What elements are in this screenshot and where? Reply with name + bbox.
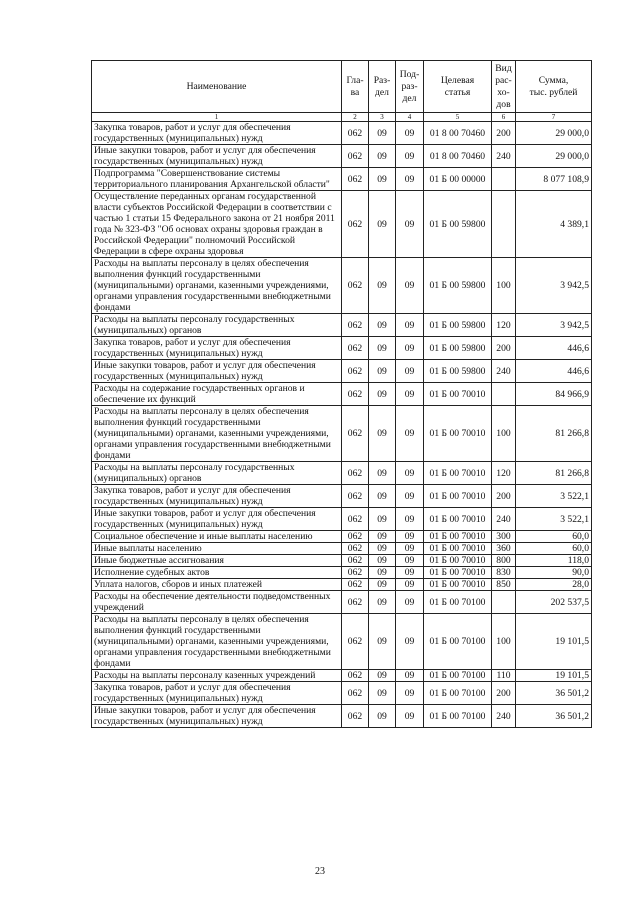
cell-name: Закупка товаров, работ и услуг для обеспечения государственных (муниципальных) нужд [92,485,342,508]
cell-vid: 240 [492,145,516,168]
cell-glava: 062 [342,591,369,614]
cell-podrazdel: 09 [396,314,424,337]
cell-podrazdel: 09 [396,531,424,543]
cell-glava: 062 [342,508,369,531]
column-number: 7 [516,113,592,122]
header-razdel-text: Раз- дел [373,74,391,98]
cell-vid: 200 [492,485,516,508]
cell-celevaya: 01 Б 00 70010 [424,383,492,406]
cell-glava: 062 [342,670,369,682]
header-podrazdel [396,61,424,113]
header-vid-text: Вид рас- хо- дов [495,62,512,110]
cell-celevaya: 01 Б 00 59800 [424,314,492,337]
cell-razdel: 09 [369,543,396,555]
cell-celevaya: 01 Б 00 70010 [424,406,492,462]
cell-podrazdel: 09 [396,383,424,406]
header-vid [492,61,516,113]
cell-razdel: 09 [369,670,396,682]
cell-name: Иные закупки товаров, работ и услуг для обеспечения государственных (муниципальных) нужд [92,360,342,383]
cell-summa: 446,6 [516,337,592,360]
cell-podrazdel: 09 [396,705,424,728]
table-row [92,337,592,360]
cell-glava: 062 [342,145,369,168]
cell-celevaya: 01 Б 00 70100 [424,705,492,728]
cell-podrazdel: 09 [396,485,424,508]
cell-summa: 3 522,1 [516,508,592,531]
cell-glava: 062 [342,462,369,485]
cell-podrazdel: 09 [396,337,424,360]
cell-vid: 200 [492,122,516,145]
table-row [92,485,592,508]
header-summa-text: Сумма, тыс. рублей [529,74,578,98]
cell-razdel: 09 [369,258,396,314]
cell-podrazdel: 09 [396,406,424,462]
cell-name: Расходы на выплаты персоналу в целях обеспечения выполнения функций государственными (муниципальными) органами, казенными учреждениями, органами управления государственными внебюджетными фондами [92,406,342,462]
cell-vid [492,191,516,258]
cell-vid: 120 [492,314,516,337]
cell-podrazdel: 09 [396,145,424,168]
cell-summa: 81 266,8 [516,406,592,462]
cell-vid: 100 [492,258,516,314]
cell-celevaya: 01 Б 00 70010 [424,555,492,567]
table-row [92,145,592,168]
table-row [92,555,592,567]
cell-celevaya: 01 Б 00 59800 [424,360,492,383]
cell-glava: 062 [342,314,369,337]
table-row [92,383,592,406]
cell-podrazdel: 09 [396,567,424,579]
cell-name: Расходы на содержание государственных органов и обеспечение их функций [92,383,342,406]
table-row [92,591,592,614]
table-row [92,191,592,258]
cell-razdel: 09 [369,579,396,591]
cell-summa: 446,6 [516,360,592,383]
cell-vid: 360 [492,543,516,555]
cell-summa: 29 000,0 [516,122,592,145]
cell-vid: 100 [492,614,516,670]
cell-razdel: 09 [369,383,396,406]
cell-summa: 202 537,5 [516,591,592,614]
header-name-text: Наименование [186,80,247,92]
header-celevaya [424,61,492,113]
table-row [92,614,592,670]
column-number: 5 [424,113,492,122]
cell-podrazdel: 09 [396,122,424,145]
cell-name: Осуществление переданных органам государственной власти субъектов Российской Федерации в соответствии с частью 1 статьи 15 Федерального закона от 21 ноября 2011 года № 323-ФЗ "Об основах охраны здоровья граждан в Российской Федерации" полномочий Российской Федерации в сфере охраны здоровья [92,191,342,258]
cell-summa: 3 942,5 [516,258,592,314]
cell-podrazdel: 09 [396,360,424,383]
table-row [92,314,592,337]
cell-summa: 90,0 [516,567,592,579]
budget-table [91,60,592,728]
header-razdel [369,61,396,113]
cell-glava: 062 [342,406,369,462]
cell-podrazdel: 09 [396,614,424,670]
cell-vid [492,591,516,614]
cell-summa: 19 101,5 [516,614,592,670]
cell-vid: 120 [492,462,516,485]
cell-glava: 062 [342,360,369,383]
table-row [92,462,592,485]
cell-celevaya: 01 Б 00 70010 [424,531,492,543]
cell-celevaya: 01 Б 00 70100 [424,614,492,670]
cell-vid: 800 [492,555,516,567]
cell-glava: 062 [342,337,369,360]
cell-celevaya: 01 Б 00 70010 [424,543,492,555]
cell-vid [492,383,516,406]
cell-celevaya: 01 Б 00 70010 [424,485,492,508]
cell-celevaya: 01 Б 00 59800 [424,337,492,360]
column-number: 1 [92,113,342,122]
cell-name: Иные выплаты населению [92,543,342,555]
page-number: 23 [315,866,325,877]
cell-summa: 19 101,5 [516,670,592,682]
cell-celevaya: 01 Б 00 70010 [424,567,492,579]
cell-podrazdel: 09 [396,555,424,567]
cell-podrazdel: 09 [396,543,424,555]
table-row [92,682,592,705]
cell-vid [492,168,516,191]
cell-summa: 60,0 [516,531,592,543]
cell-glava: 062 [342,485,369,508]
cell-podrazdel: 09 [396,579,424,591]
table-row [92,567,592,579]
cell-summa: 8 077 108,9 [516,168,592,191]
cell-celevaya: 01 Б 00 59800 [424,258,492,314]
column-number: 6 [492,113,516,122]
cell-name: Расходы на обеспечение деятельности подведомственных учреждений [92,591,342,614]
column-number-row [92,113,592,122]
cell-glava: 062 [342,555,369,567]
cell-podrazdel: 09 [396,508,424,531]
cell-vid: 240 [492,360,516,383]
cell-name: Закупка товаров, работ и услуг для обеспечения государственных (муниципальных) нужд [92,337,342,360]
cell-glava: 062 [342,168,369,191]
cell-name: Исполнение судебных актов [92,567,342,579]
table-row [92,122,592,145]
cell-summa: 4 389,1 [516,191,592,258]
cell-summa: 60,0 [516,543,592,555]
cell-razdel: 09 [369,705,396,728]
cell-vid: 300 [492,531,516,543]
cell-summa: 81 266,8 [516,462,592,485]
cell-razdel: 09 [369,485,396,508]
table-body [92,122,592,728]
cell-name: Расходы на выплаты персоналу казенных учреждений [92,670,342,682]
cell-summa: 118,0 [516,555,592,567]
cell-vid: 240 [492,705,516,728]
cell-glava: 062 [342,682,369,705]
column-number: 2 [342,113,369,122]
cell-razdel: 09 [369,360,396,383]
cell-podrazdel: 09 [396,168,424,191]
cell-vid: 110 [492,670,516,682]
cell-vid: 200 [492,337,516,360]
cell-podrazdel: 09 [396,591,424,614]
cell-razdel: 09 [369,337,396,360]
cell-name: Расходы на выплаты персоналу в целях обеспечения выполнения функций государственными (муниципальными) органами, казенными учреждениями, органами управления государственными внебюджетными фондами [92,258,342,314]
cell-vid: 850 [492,579,516,591]
cell-razdel: 09 [369,406,396,462]
cell-name: Расходы на выплаты персоналу государственных (муниципальных) органов [92,462,342,485]
cell-glava: 062 [342,543,369,555]
cell-razdel: 09 [369,191,396,258]
cell-glava: 062 [342,191,369,258]
cell-razdel: 09 [369,122,396,145]
cell-razdel: 09 [369,614,396,670]
cell-celevaya: 01 Б 00 70010 [424,462,492,485]
cell-celevaya: 01 Б 00 70010 [424,508,492,531]
cell-name: Подпрограмма "Совершенствование системы территориального планирования Архангельской области" [92,168,342,191]
cell-celevaya: 01 Б 00 70100 [424,682,492,705]
header-podrazdel-text: Под- раз- дел [399,68,420,104]
cell-name: Иные закупки товаров, работ и услуг для обеспечения государственных (муниципальных) нужд [92,508,342,531]
cell-name: Уплата налогов, сборов и иных платежей [92,579,342,591]
table-row [92,579,592,591]
cell-glava: 062 [342,705,369,728]
column-number: 4 [396,113,424,122]
cell-glava: 062 [342,531,369,543]
cell-summa: 29 000,0 [516,145,592,168]
cell-celevaya: 01 8 00 70460 [424,145,492,168]
cell-glava: 062 [342,258,369,314]
cell-name: Иные закупки товаров, работ и услуг для обеспечения государственных (муниципальных) нужд [92,705,342,728]
cell-razdel: 09 [369,508,396,531]
cell-glava: 062 [342,614,369,670]
cell-podrazdel: 09 [396,462,424,485]
cell-razdel: 09 [369,567,396,579]
table-row [92,258,592,314]
cell-glava: 062 [342,122,369,145]
cell-celevaya: 01 Б 00 70100 [424,591,492,614]
cell-celevaya: 01 Б 00 59800 [424,191,492,258]
header-row [92,61,592,113]
cell-celevaya: 01 Б 00 70010 [424,579,492,591]
cell-name: Расходы на выплаты персоналу в целях обеспечения выполнения функций государственными (муниципальными) органами, казенными учреждениями, органами управления государственными внебюджетными фондами [92,614,342,670]
cell-summa: 3 522,1 [516,485,592,508]
cell-summa: 36 501,2 [516,705,592,728]
cell-vid: 830 [492,567,516,579]
cell-name: Иные бюджетные ассигнования [92,555,342,567]
table-row [92,705,592,728]
cell-podrazdel: 09 [396,258,424,314]
cell-name: Закупка товаров, работ и услуг для обеспечения государственных (муниципальных) нужд [92,682,342,705]
cell-celevaya: 01 Б 00 70100 [424,670,492,682]
cell-razdel: 09 [369,462,396,485]
cell-razdel: 09 [369,168,396,191]
cell-razdel: 09 [369,591,396,614]
table-row [92,360,592,383]
table-row [92,543,592,555]
cell-razdel: 09 [369,314,396,337]
header-glava-text: Гла- ва [346,74,364,98]
cell-glava: 062 [342,383,369,406]
cell-name: Расходы на выплаты персоналу государственных (муниципальных) органов [92,314,342,337]
table-row [92,508,592,531]
cell-podrazdel: 09 [396,191,424,258]
cell-glava: 062 [342,579,369,591]
cell-name: Закупка товаров, работ и услуг для обеспечения государственных (муниципальных) нужд [92,122,342,145]
column-number: 3 [369,113,396,122]
cell-summa: 36 501,2 [516,682,592,705]
cell-name: Социальное обеспечение и иные выплаты населению [92,531,342,543]
cell-summa: 28,0 [516,579,592,591]
header-celevaya-text: Целевая статья [440,74,475,98]
cell-name: Иные закупки товаров, работ и услуг для обеспечения государственных (муниципальных) нужд [92,145,342,168]
cell-vid: 240 [492,508,516,531]
cell-razdel: 09 [369,145,396,168]
cell-vid: 200 [492,682,516,705]
cell-vid: 100 [492,406,516,462]
cell-podrazdel: 09 [396,682,424,705]
cell-summa: 84 966,9 [516,383,592,406]
header-summa [516,61,592,113]
table-row [92,670,592,682]
cell-glava: 062 [342,567,369,579]
cell-celevaya: 01 8 00 70460 [424,122,492,145]
cell-razdel: 09 [369,555,396,567]
header-name [92,61,342,113]
cell-podrazdel: 09 [396,670,424,682]
cell-celevaya: 01 Б 00 00000 [424,168,492,191]
cell-razdel: 09 [369,531,396,543]
cell-razdel: 09 [369,682,396,705]
table-row [92,531,592,543]
table-row [92,406,592,462]
cell-summa: 3 942,5 [516,314,592,337]
header-glava [342,61,369,113]
table-row [92,168,592,191]
